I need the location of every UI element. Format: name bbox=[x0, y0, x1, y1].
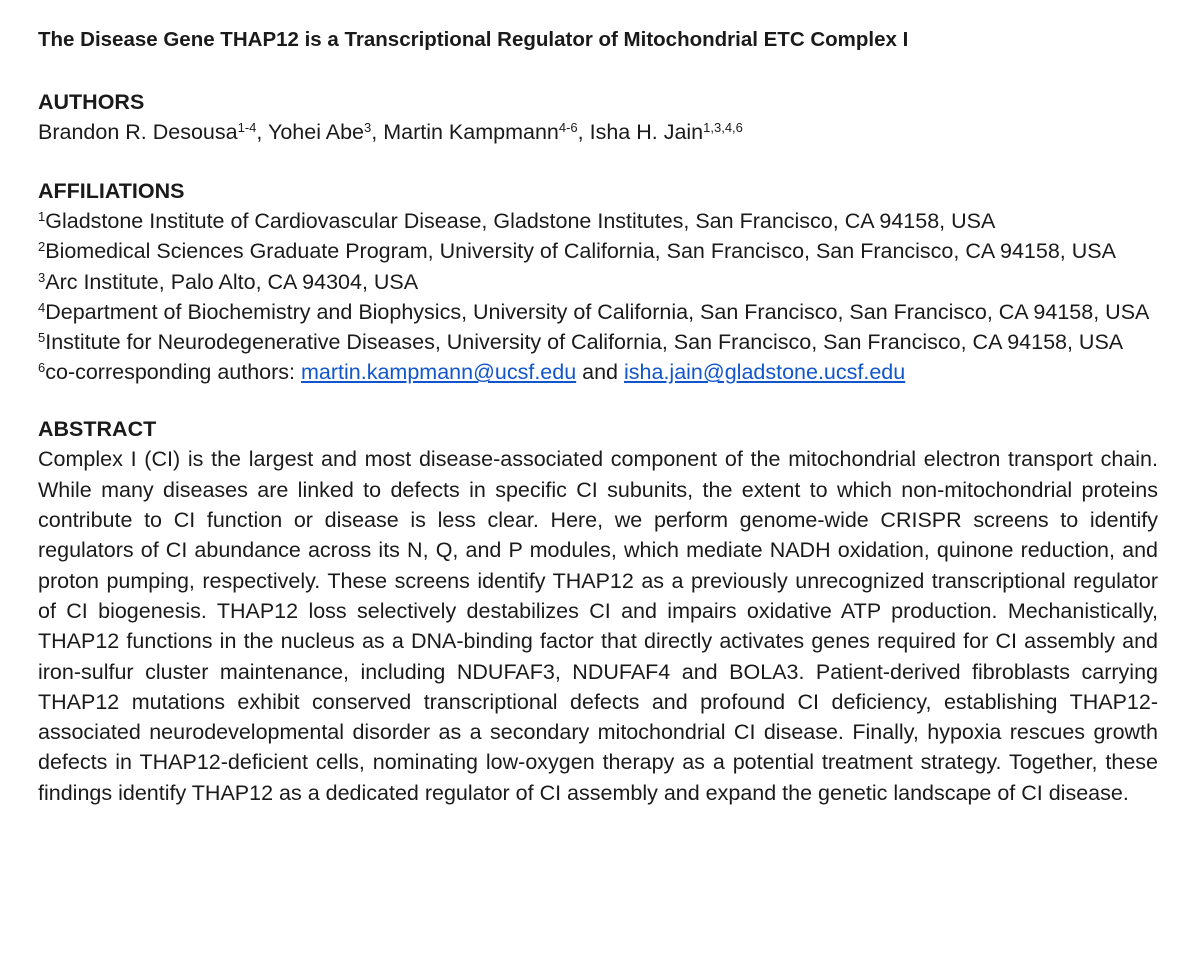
abstract-heading: ABSTRACT bbox=[38, 417, 157, 442]
author-separator: , bbox=[256, 120, 268, 144]
abstract-text: Complex I (CI) is the largest and most disease-associated component of the mitochondrial electron transport chain. While many diseases are linked to defects in specific CI subunits, the extent to which non-mitochondrial proteins contribute to CI function or disease is less clear. Here, we perform genome-wide CRISPR screens to identify regulators of CI abundance across its N, Q, and P modules, which mediate NADH oxidation, quinone reduction, and proton pumping, respectively. These screens identify THAP12 as a previously unrecognized transcriptional regulator of CI biogenesis. THAP12 loss selectively destabilizes CI and impairs oxidative ATP production. Mechanistically, THAP12 functions in the nucleus as a DNA-binding factor that directly activates genes required for CI assembly and iron-sulfur cluster maintenance, including NDUFAF3, NDUFAF4 and BOLA3. Patient-derived fibroblasts carrying THAP12 mutations exhibit conserved transcriptional defects and profound CI deficiency, establishing THAP12-associated neurodevelopmental disorder as a secondary mitochondrial CI disease. Finally, hypoxia rescues growth defects in THAP12-deficient cells, nominating low-oxygen therapy as a potential treatment strategy. Together, these findings identify THAP12 as a dedicated regulator of CI assembly and expand the genetic landscape of CI disease. bbox=[38, 447, 1158, 805]
author-name: Martin Kampmann bbox=[383, 120, 559, 144]
affiliation-sup: 4 bbox=[38, 299, 46, 315]
affiliation-item bbox=[38, 297, 1160, 327]
email-link-jain[interactable]: isha.jain@gladstone.ucsf.edu bbox=[624, 360, 906, 385]
author-separator: , bbox=[577, 120, 590, 144]
affiliation-sup: 1 bbox=[38, 209, 46, 225]
email-link-kampmann[interactable]: martin.kampmann@ucsf.edu bbox=[301, 360, 577, 385]
corresponding-authors-line bbox=[38, 357, 1160, 387]
affiliation-text: Institute for Neurodegenerative Diseases, University of California, San Francisco, San Francisco, CA 94158, USA bbox=[45, 330, 1124, 355]
affiliation-item bbox=[38, 236, 1160, 266]
affiliation-sup: 5 bbox=[38, 329, 46, 345]
author-affiliation-sup: 1,3,4,6 bbox=[703, 119, 743, 135]
affiliations-heading: AFFILIATIONS bbox=[38, 179, 185, 204]
affiliation-sup: 2 bbox=[38, 239, 46, 255]
affiliation-text: Arc Institute, Palo Alto, CA 94304, USA bbox=[45, 269, 419, 294]
author-affiliation-sup: 1-4 bbox=[237, 119, 257, 135]
author-name: Brandon R. Desousa bbox=[38, 120, 238, 144]
author-separator: , bbox=[371, 120, 384, 144]
affiliation-item bbox=[38, 206, 1160, 236]
paper-title: The Disease Gene THAP12 is a Transcriptional Regulator of Mitochondrial ETC Complex I bbox=[38, 28, 909, 51]
author-affiliation-sup: 4-6 bbox=[558, 119, 578, 135]
affiliation-text: Biomedical Sciences Graduate Program, University of California, San Francisco, San Francisco, CA 94158, USA bbox=[45, 239, 1116, 264]
author-affiliation-sup: 3 bbox=[364, 119, 372, 135]
affiliation-sup: 3 bbox=[38, 269, 46, 285]
author-name: Yohei Abe bbox=[267, 120, 365, 144]
affiliation-item bbox=[38, 327, 1160, 357]
author-name: Isha H. Jain bbox=[589, 120, 704, 144]
corresponding-and: and bbox=[576, 360, 624, 385]
affiliation-text: Department of Biochemistry and Biophysics, University of California, San Francisco, San Francisco, CA 94158, USA bbox=[45, 299, 1150, 324]
authors-list bbox=[38, 117, 1160, 147]
corresponding-prefix: co-corresponding authors: bbox=[45, 360, 301, 385]
affiliation-sup: 6 bbox=[38, 360, 46, 376]
affiliation-text: Gladstone Institute of Cardiovascular Disease, Gladstone Institutes, San Francisco, CA 94158, USA bbox=[45, 209, 996, 234]
authors-heading: AUTHORS bbox=[38, 90, 145, 114]
affiliation-item bbox=[38, 267, 1160, 297]
